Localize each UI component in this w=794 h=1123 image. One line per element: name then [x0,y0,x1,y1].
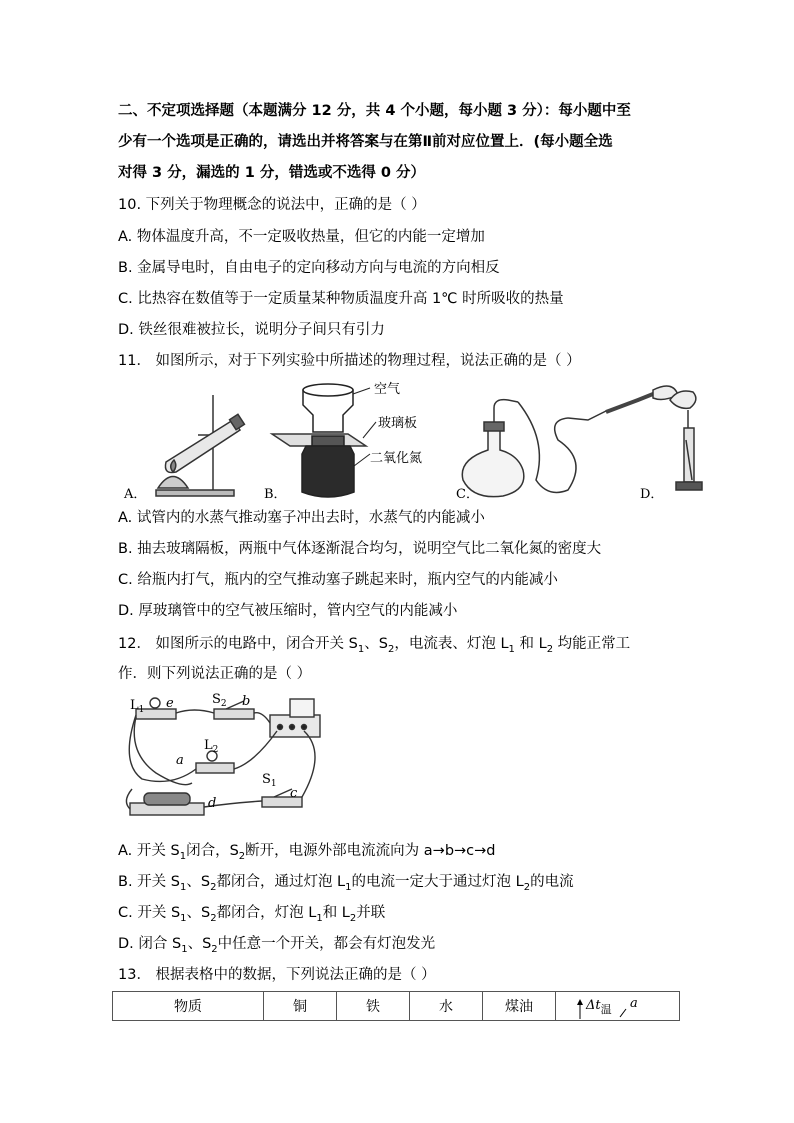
q12-stem-line2: 作．则下列说法正确的是（ ） [118,666,312,682]
graph-axis-arrow [562,993,692,1019]
q11-figures [118,380,718,505]
section-heading-line3: 对得 3 分，漏选的 1 分，错选或不选得 0 分） [118,165,426,181]
table-row [113,992,680,1021]
q12-stem-line1: 12． 如图所示的电路中，闭合开关 $S_1$、$S_2$，电流表、灯泡 $L_1$ 和 $L_2$ 均能正常工 [118,636,631,655]
graph-label-a: a [630,996,638,1011]
label-fig-b: B． [264,487,287,502]
q10-option-b: B. 金属导电时，自由电子的定向移动方向与电流的方向相反 [118,260,500,276]
q12-option-d: D. 闭合 $S_1$、$S_2$中任意一个开关，都会有灯泡发光 [118,936,436,955]
figure-d-fire-syringe [670,391,702,490]
section-heading-line2: 少有一个选项是正确的，请选出并将答案与在第Ⅱ前对应位置上．(每小题全选 [118,134,613,150]
section-heading-line1: 二、不定项选择题（本题满分 12 分，共 4 个小题，每小题 3 分）：每小题中至 [118,103,631,119]
q10-option-a: A. 物体温度升高，不一定吸收热量，但它的内能一定增加 [118,229,485,245]
q12-option-a: A. 开关 $S_1$闭合，$S_2$断开，电源外部电流流向为 a→b→c→d [118,843,496,862]
q11-option-d: D. 厚玻璃管中的空气被压缩时，管内空气的内能减小 [118,603,458,619]
label-fig-d: D． [640,487,664,502]
label-l2: $L_2$ [204,738,219,755]
label-e: e [166,696,174,711]
q10-option-d: D. 铁丝很难被拉长，说明分子间只有引力 [118,322,385,338]
q11-option-b: B. 抽去玻璃隔板，两瓶中气体逐渐混合均匀，说明空气比二氧化氮的密度大 [118,541,602,557]
figure-c-flask-pump [462,386,678,497]
figure-a-test-tube [156,395,244,496]
q11-option-a: A. 试管内的水蒸气推动塞子冲出去时，水蒸气的内能减小 [118,510,485,526]
q13-property-table [112,991,680,1021]
label-fig-c: C． [456,487,479,502]
q10-stem: 10. 下列关于物理概念的说法中，正确的是（ ） [118,197,426,213]
label-s1: $S_1$ [262,772,277,789]
table-header-kerosene: 煤油 [483,992,556,1021]
q11-option-c: C. 给瓶内打气，瓶内的空气推动塞子跳起来时，瓶内空气的内能减小 [118,572,558,588]
q13-stem: 13． 根据表格中的数据，下列说法正确的是（ ） [118,967,436,983]
table-header-copper: 铜 [264,992,337,1021]
label-d: d [208,796,217,811]
table-graph-cell [556,992,680,1021]
figure-b-gas-jars [272,384,376,497]
label-air: 空气 [374,382,401,397]
label-l1: $L_1$ [130,698,145,715]
q12-circuit-figure [122,693,332,828]
table-header-substance: 物质 [113,992,264,1021]
label-s2: $S_2$ [212,693,227,709]
label-c: c [290,786,298,801]
label-a: a [176,753,184,768]
table-header-iron: 铁 [337,992,410,1021]
q12-option-b: B. 开关 $S_1$、$S_2$都闭合，通过灯泡 $L_1$的电流一定大于通过灯泡 $L_2$的电流 [118,874,574,893]
q11-stem: 11． 如图所示，对于下列实验中所描述的物理过程，说法正确的是（ ） [118,353,581,369]
q12-option-c: C. 开关 $S_1$、$S_2$都闭合，灯泡 $L_1$和 $L_2$并联 [118,905,386,924]
label-b: b [242,694,251,709]
label-no2: 二氧化氮 [370,451,423,466]
label-fig-a: A． [124,487,147,502]
q10-option-c: C. 比热容在数值等于一定质量某种物质温度升高 1℃ 时所吸收的热量 [118,291,564,307]
table-header-water: 水 [410,992,483,1021]
label-glass-plate: 玻璃板 [378,416,418,431]
graph-label-dt: $\Delta t_温$ [586,998,612,1016]
